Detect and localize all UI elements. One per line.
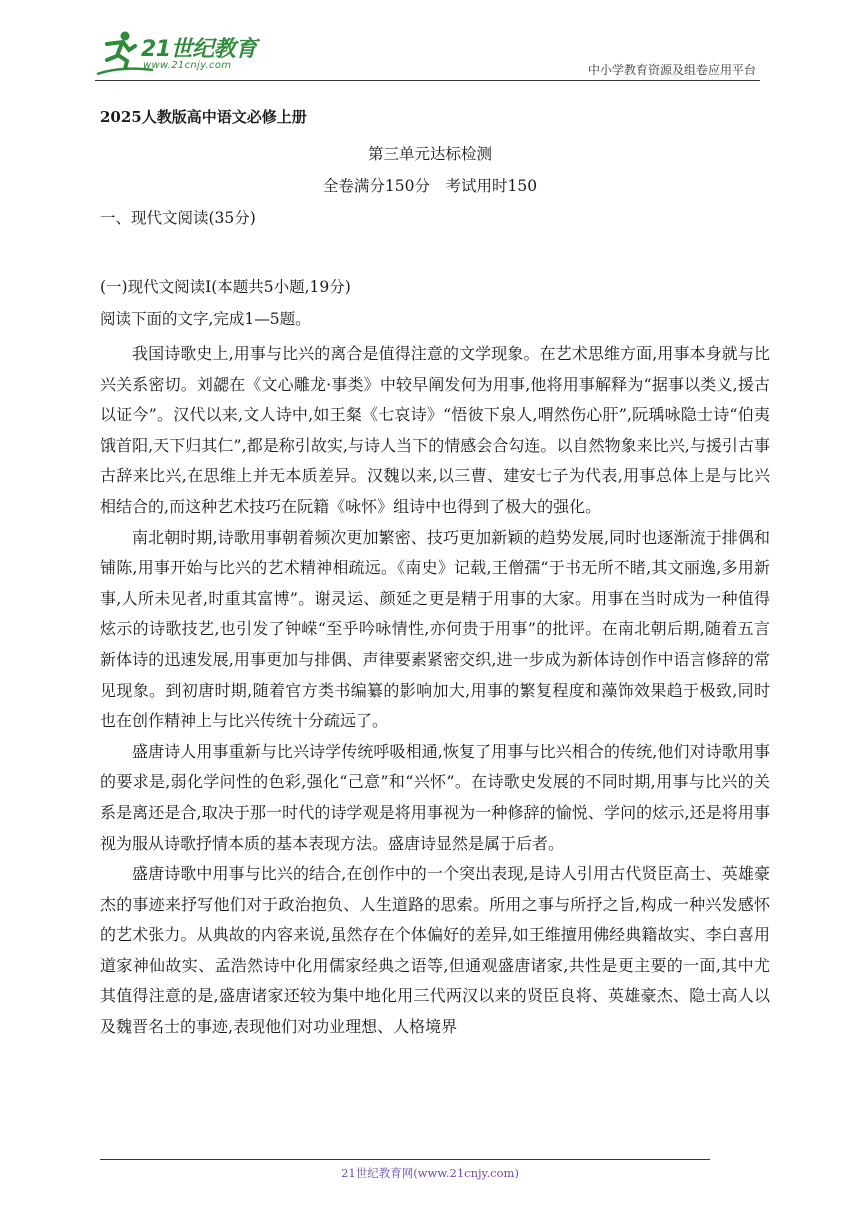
- runner-logo-icon: [95, 30, 141, 70]
- paragraph: 南北朝时期,诗歌用事朝着频次更加繁密、技巧更加新颖的趋势发展,同时也逐渐流于排偶和铺陈,用事开始与比兴的艺术精神相疏远。《南史》记载,王僧孺“于书无所不睹,其文丽逸,多用新事,人所未见者,时重其富博”。谢灵运、颜延之更是精于用事的大家。用事在当时成为一种值得炫示的诗歌技艺,也引发了钟嵘“至乎吟咏情性,亦何贵于用事”的批评。在南北朝后期,随着五言新体诗的迅速发展,用事更加与排偶、声律要素紧密交织,进一步成为新体诗创作中语言修辞的常见现象。到初唐时期,随着官方类书编纂的影响加大,用事的繁复程度和藻饰效果趋于极致,同时也在创作精神上与比兴传统十分疏远了。: [100, 527, 770, 731]
- unit-title: 第三单元达标检测: [367, 145, 492, 163]
- swoosh-icon: [95, 66, 155, 76]
- section-heading: 一、现代文阅读(35分): [100, 209, 256, 227]
- instruction: 阅读下面的文字,完成1—5题。: [100, 310, 311, 328]
- logo-url: www.21cnjy.com: [143, 60, 232, 71]
- paragraph: 盛唐诗人用事重新与比兴诗学传统呼吸相通,恢复了用事与比兴相合的传统,他们对诗歌用事的要求是,弱化学问性的色彩,强化“己意”和“兴怀”。在诗歌史发展的不同时期,用事与比兴的关系是离还是合,取决于那一时代的诗学观是将用事视为一种修辞的愉悦、学问的炫示,还是将用事视为服从诗歌抒情本质的基本表现方法。盛唐诗显然是属于后者。: [100, 741, 770, 853]
- footer-link[interactable]: 21世纪教育网(www.21cnjy.com): [341, 1166, 519, 1180]
- exam-info: 全卷满分150分 考试用时150: [322, 177, 538, 195]
- logo: [95, 30, 265, 78]
- platform-name: 中小学教育资源及组卷应用平台: [587, 63, 756, 77]
- logo-text: 21世纪教育: [141, 37, 257, 62]
- reading-passage: [100, 339, 770, 1043]
- paragraph: 我国诗歌史上,用事与比兴的离合是值得注意的文学现象。在艺术思维方面,用事本身就与比兴关系密切。刘勰在《文心雕龙·事类》中较早阐发何为用事,他将用事解释为“据事以类义,援古以证今”。汉代以来,文人诗中,如王粲《七哀诗》“悟彼下泉人,喟然伤心肝”,阮瑀咏隐士诗“伯夷饿首阳,天下归其仁”,都是称引故实,与诗人当下的情感会合勾连。以自然物象来比兴,与援引古事古辞来比兴,在思维上并无本质差异。汉魏以来,以三曹、建安七子为代表,用事总体上是与比兴相结合的,而这种艺术技巧在阮籍《咏怀》组诗中也得到了极大的强化。: [100, 344, 770, 516]
- book-title: 2025人教版高中语文必修上册: [100, 108, 307, 126]
- subsection-heading: (一)现代文阅读I(本题共5小题,19分): [100, 278, 351, 296]
- header-divider: [95, 80, 760, 81]
- page-header: [0, 0, 860, 90]
- footer-divider: [100, 1159, 710, 1160]
- paragraph: 盛唐诗歌中用事与比兴的结合,在创作中的一个突出表现,是诗人引用古代贤臣高士、英雄豪杰的事迹来抒写他们对于政治抱负、人生道路的思索。所用之事与所抒之旨,构成一种兴发感怀的艺术张力。从典故的内容来说,虽然存在个体偏好的差异,如王维擅用佛经典籍故实、李白喜用道家神仙故实、孟浩然诗中化用儒家经典之语等,但通观盛唐诸家,共性是更主要的一面,其中尤其值得注意的是,盛唐诸家还较为集中地化用三代两汉以来的贤臣良将、英雄豪杰、隐士高人以及魏晋名士的事迹,表现他们对功业理想、人格境界: [100, 864, 770, 1037]
